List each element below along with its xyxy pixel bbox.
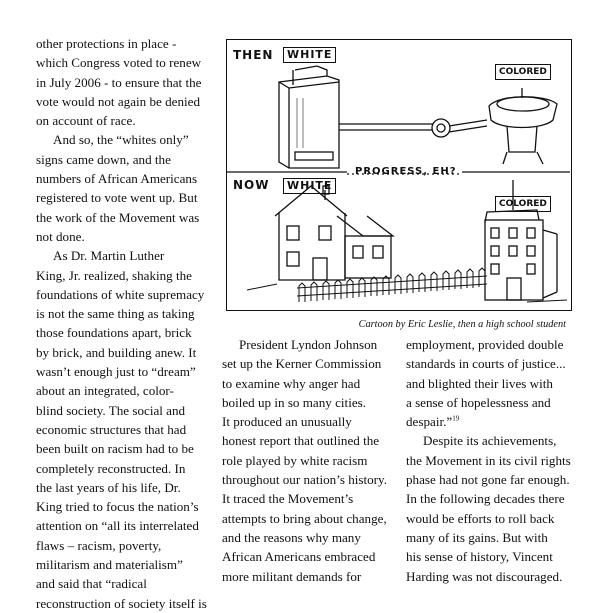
text-line: other protections in place - [36,36,177,51]
footnote-marker: 19 [452,414,460,423]
left-text-column [36,34,221,613]
text-line: economic structures that had [36,421,187,437]
cartoon-figure [226,39,572,311]
text-line: is not the same thing as taking [36,306,195,322]
text-line: wasn’t enough just to “dream” [36,364,196,380]
text-line: King, Jr. realized, shaking the [36,267,192,283]
text-line: on account of race. [36,113,136,129]
paragraph-mlk [36,246,221,613]
text-line: attention on “all its interrelated [36,518,199,534]
white-house-drawing [275,186,393,280]
text-line: the last years of his life, Dr. [36,479,181,495]
text-line: phase had not gone far enough. [406,472,570,488]
text-line: employment, provided double [406,337,564,352]
text-line: many of its gains. But with [406,529,548,545]
text-line: And so, the “whites only” [53,132,189,148]
text-line: honest report that outlined the [222,433,380,449]
text-line: Despite its achievements, [423,433,557,449]
paragraph-voting-rights [36,34,221,130]
text-line: which Congress voted to renew [36,55,202,71]
text-line: attempts to bring about change, [222,510,387,526]
text-line: a sense of hopelessness and [406,394,551,410]
text-line: been built on racism had to be [36,441,194,457]
text-line: those foundations apart, brick [36,325,192,341]
text-line: registered to vote went up. But [36,190,198,206]
text-line: It traced the Movement’s [222,491,354,507]
right-text-column [406,335,581,586]
fountain-drawing [489,88,557,164]
white-sign-top: WHITE [283,47,336,63]
middle-text-column [222,335,402,586]
cartoon-caption: Cartoon by Eric Leslie, then a high school student [358,319,566,330]
text-line: the Movement in its civil rights [406,452,571,468]
text-line: and the reasons why many [222,529,361,545]
text-line: and said that “radical [36,576,147,592]
text-line: Harding was not discouraged. [406,568,563,584]
text-line: not done. [36,228,85,244]
paragraph-kerner-quote [406,335,581,431]
text-line: throughout our nation’s history. [222,472,387,488]
text-fragment: despair.” [406,414,453,430]
paragraph-whites-only [36,130,221,246]
text-line: flaws – racism, poverty, [36,537,162,553]
text-line: standards in courts of justice... [406,356,566,372]
text-line: numbers of African Americans [36,171,198,187]
text-line: about an integrated, color- [36,383,174,399]
text-line: and blighted their lives with [406,375,553,391]
text-line: militarism and materialism” [36,557,183,573]
colored-sign-top: COLORED [495,64,551,80]
text-line: would be efforts to roll back [406,510,555,526]
colored-sign-bottom: COLORED [495,196,551,212]
text-line: President Lyndon Johnson [239,337,378,352]
white-sign-bottom: WHITE [283,178,336,194]
text-line: African Americans embraced [222,549,376,565]
text-line: vote would not again be denied [36,93,200,109]
text-line: set up the Kerner Commission [222,356,382,372]
text-line: the work of the Movement was [36,209,200,225]
text-line [406,412,581,431]
text-line: reconstruction of society itself is [36,595,207,611]
text-line: signs came down, and the [36,151,171,167]
text-line: his sense of history, Vincent [406,549,553,565]
text-line: to examine why anger had [222,375,361,391]
text-line: In the following decades there [406,491,565,507]
text-line: As Dr. Martin Luther [53,248,165,264]
now-label: NOW [233,178,270,192]
then-label: THEN [233,48,274,62]
text-line: foundations of white supremacy [36,286,205,302]
pipe-drawing [339,119,487,137]
text-line: King tried to focus the nation’s [36,499,199,515]
text-line: completely reconstructed. In [36,460,186,476]
water-cooler-drawing [279,66,339,168]
text-line: more militant demands for [222,568,362,584]
text-line: It produced an unusually [222,414,352,430]
text-line: blind society. The social and [36,402,186,418]
text-line: role played by white racism [222,452,368,468]
paragraph-despite-achievements [406,431,581,585]
text-line: boiled up in so many cities. [222,394,367,410]
progress-label: PROGRESS, EH? [355,166,457,177]
paragraph-kerner-commission [222,335,402,586]
text-line: by brick, and building anew. It [36,344,197,360]
picket-fence-drawing [297,268,487,302]
text-line: in July 2006 - to ensure that the [36,74,202,90]
